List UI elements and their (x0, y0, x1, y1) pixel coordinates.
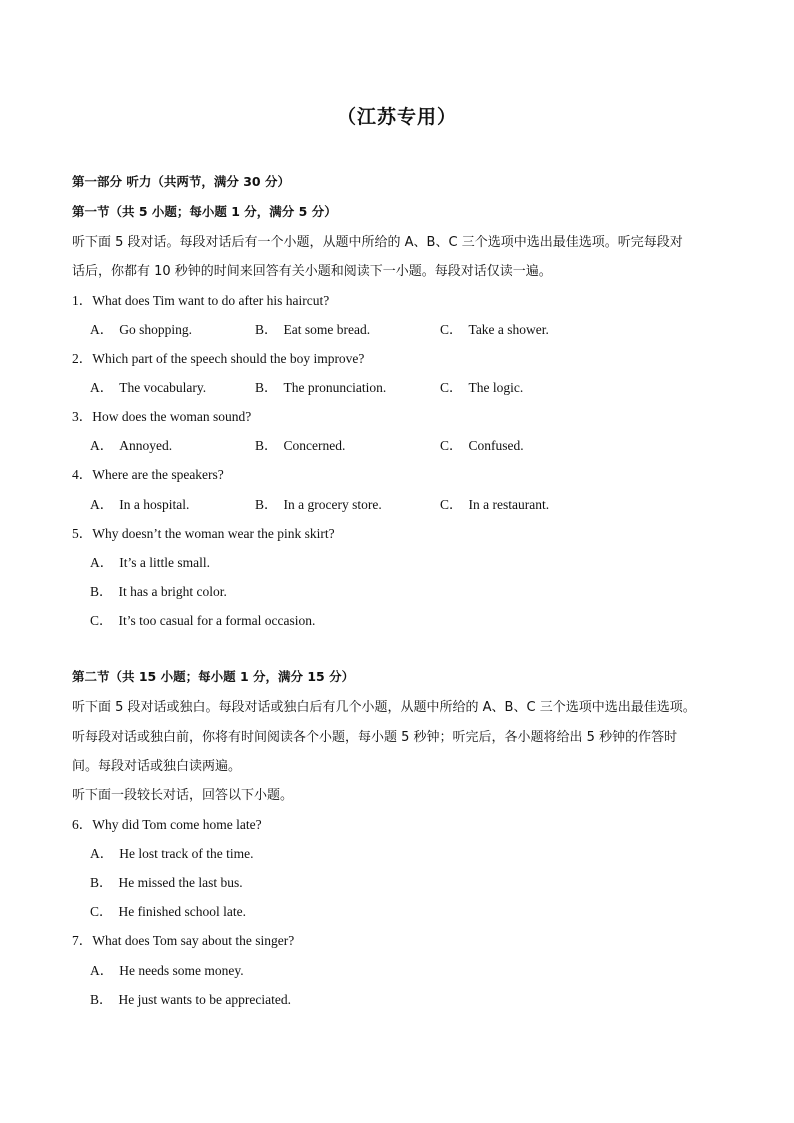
question-2 (72, 347, 364, 367)
question-number: 7． (72, 933, 93, 948)
option-3b: B． Concerned. (255, 438, 346, 453)
question-text: Why doesn’t the woman wear the pink skirt? (92, 526, 335, 541)
option-2a: A． The vocabulary. (90, 380, 207, 395)
option-1a: A． Go shopping. (90, 322, 193, 337)
question-number: 2． (72, 351, 93, 366)
question-text: Where are the speakers? (92, 467, 224, 482)
question-number: 6． (72, 817, 93, 832)
option-5c: C． It’s too casual for a formal occasion. (90, 613, 316, 628)
option-2c: C． The logic. (440, 380, 524, 395)
option-5b: B． It has a bright color. (90, 584, 227, 599)
option-7b: B． He just wants to be appreciated. (90, 992, 291, 1007)
part1-heading: 第一部分 听力（共两节，满分 30 分） (72, 174, 290, 189)
option-4a: A． In a hospital. (90, 497, 190, 512)
question-text: What does Tim want to do after his haircut? (92, 293, 330, 308)
question-5 (72, 522, 335, 542)
question-text: How does the woman sound? (92, 409, 252, 424)
option-3c: C． Confused. (440, 438, 524, 453)
option-6a: A． He lost track of the time. (90, 846, 254, 861)
section2-instruction-line3: 间。每段对话或独白读两遍。 (72, 759, 242, 774)
question-text: Which part of the speech should the boy improve? (92, 351, 365, 366)
section2-instruction-line2: 听每段对话或独白前，你将有时间阅读各个小题，每小题 5 秒钟；听完后，各小题将给出 5 秒钟的作答时 (72, 730, 678, 745)
section2-heading: 第二节（共 15 小题；每小题 1 分，满分 15 分） (72, 669, 355, 684)
section1-instruction-line1: 听下面 5 段对话。每段对话后有一个小题，从题中所给的 A、B、C 三个选项中选出最佳选项。听完每段对 (72, 235, 683, 250)
page-title: （江苏专用） (336, 106, 457, 128)
option-3a: A． Annoyed. (90, 438, 173, 453)
section2-instruction-line1: 听下面 5 段对话或独白。每段对话或独白后有几个小题，从题中所给的 A、B、C 三个选项中选出最佳选项。 (72, 700, 696, 715)
option-6b: B． He missed the last bus. (90, 875, 243, 890)
option-7a: A． He needs some money. (90, 963, 244, 978)
option-1c: C． Take a shower. (440, 322, 549, 337)
section1-heading: 第一节（共 5 小题；每小题 1 分，满分 5 分） (72, 204, 337, 219)
section1-instruction-line2: 话后，你都有 10 秒钟的时间来回答有关小题和阅读下一小题。每段对话仅读一遍。 (72, 264, 552, 279)
question-3 (72, 405, 251, 425)
option-4b: B． In a grocery store. (255, 497, 382, 512)
section2-instruction-line4: 听下面一段较长对话，回答以下小题。 (72, 788, 294, 803)
question-6 (72, 813, 262, 833)
question-number: 5． (72, 526, 93, 541)
question-text: What does Tom say about the singer? (92, 933, 295, 948)
option-1b: B． Eat some bread. (255, 322, 371, 337)
question-number: 3． (72, 409, 93, 424)
question-number: 1． (72, 293, 93, 308)
question-7 (72, 929, 294, 949)
option-5a: A． It’s a little small. (90, 555, 210, 570)
question-1 (72, 289, 329, 309)
option-4c: C． In a restaurant. (440, 497, 550, 512)
question-number: 4． (72, 467, 93, 482)
option-6c: C． He finished school late. (90, 904, 246, 919)
question-text: Why did Tom come home late? (92, 817, 262, 832)
question-4 (72, 463, 224, 483)
option-2b: B． The pronunciation. (255, 380, 387, 395)
